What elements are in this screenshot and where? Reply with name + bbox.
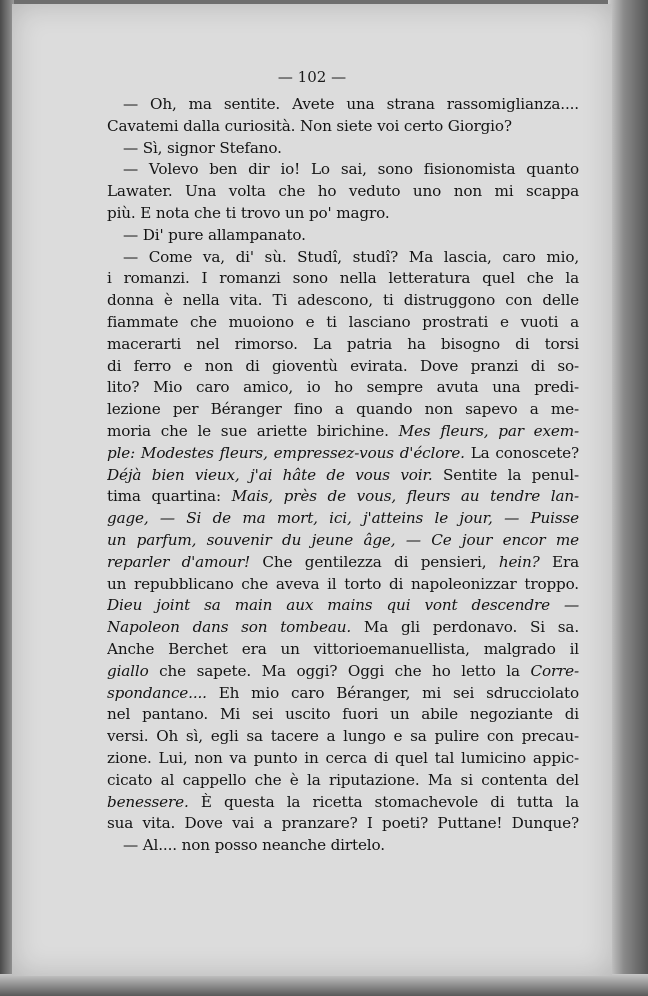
text-line xyxy=(107,247,579,269)
italic-segment: benessere. xyxy=(107,792,189,811)
text-segment: — Al.... non posso neanche dirtelo. xyxy=(123,836,385,855)
italic-segment: ple: Modestes fleurs, empressez-vous d'éclore. xyxy=(107,443,465,462)
text-segment: Lawater. Una volta che ho veduto uno non mi scappa xyxy=(107,182,579,201)
text-line xyxy=(107,181,579,203)
italic-segment: Mes fleurs, par exem- xyxy=(398,421,579,440)
text-segment: cicato al cappello che è la riputazione. Ma si contenta del xyxy=(107,770,579,789)
text-line xyxy=(107,356,579,378)
book-edge-bottom xyxy=(0,974,648,996)
text-line xyxy=(107,661,579,683)
text-segment: di ferro e non di gioventù evirata. Dove pranzi di so- xyxy=(107,356,579,375)
italic-segment: spondance.... xyxy=(107,683,207,702)
text-line xyxy=(107,138,579,160)
text-segment: versi. Oh sì, egli sa tacere a lungo e sa pulire con precau- xyxy=(107,727,579,746)
text-segment: Era xyxy=(539,552,579,571)
text-segment: zione. Lui, non va punto in cerca di quel tal lumicino appic- xyxy=(107,748,579,767)
italic-segment: Déjà bien vieux, j'ai hâte de vous voir. xyxy=(107,465,433,484)
text-segment: Che gentilezza di pensieri, xyxy=(250,552,499,571)
text-line xyxy=(107,748,579,770)
italic-segment: Napoleon dans son tombeau. xyxy=(107,618,352,637)
text-line xyxy=(107,835,579,857)
text-line xyxy=(107,465,579,487)
text-segment: un repubblicano che aveva il torto di napoleonizzar troppo. xyxy=(107,574,579,593)
text-line xyxy=(107,290,579,312)
text-line xyxy=(107,377,579,399)
italic-segment: gage, — Si de ma mort, ici, j'atteins le jour, — Puisse xyxy=(107,509,579,528)
text-segment: Sentite la penul- xyxy=(432,465,579,484)
text-segment: Cavatemi dalla curiosità. Non siete voi certo Giorgio? xyxy=(107,116,512,135)
italic-segment: Corre- xyxy=(530,661,579,680)
italic-segment: Dieu joint sa main aux mains qui vont descendre — xyxy=(107,596,579,615)
text-line xyxy=(107,639,579,661)
text-segment: moria che le sue ariette birichine. xyxy=(107,421,399,440)
page-text xyxy=(107,94,579,857)
page-number: — 102 — xyxy=(277,68,347,86)
text-line xyxy=(107,704,579,726)
text-line xyxy=(107,595,579,617)
text-segment: fiammate che muoiono e ti lasciano prostrati e vuoti a xyxy=(107,312,579,331)
text-segment: Eh mio caro Béranger, mi sei sdrucciolato xyxy=(206,683,579,702)
text-line xyxy=(107,94,579,116)
text-segment: Anche Berchet era un vittorioemanuellista, malgrado il xyxy=(107,639,579,658)
text-line xyxy=(107,813,579,835)
text-line xyxy=(107,421,579,443)
text-segment: — Sì, signor Stefano. xyxy=(123,138,282,157)
text-segment: — Come va, di' sù. Studî, studî? Ma lascia, caro mio, xyxy=(123,247,579,266)
italic-segment: un parfum, souvenir du jeune âge, — Ce jour encor me xyxy=(107,530,579,549)
text-line xyxy=(107,508,579,530)
text-segment: — Di' pure allampanato. xyxy=(123,225,306,244)
text-segment: È questa la ricetta stomachevole di tutta la xyxy=(188,792,579,811)
italic-segment: hein? xyxy=(498,552,540,571)
text-segment: La conoscete? xyxy=(464,443,579,462)
text-line xyxy=(107,617,579,639)
text-line xyxy=(107,225,579,247)
text-line xyxy=(107,334,579,356)
text-segment: nel pantano. Mi sei uscito fuori un abile negoziante di xyxy=(107,705,579,724)
book-page xyxy=(12,4,612,976)
text-segment: macerarti nel rimorso. La patria ha bisogno di torsi xyxy=(107,334,579,353)
text-line xyxy=(107,770,579,792)
text-line xyxy=(107,443,579,465)
text-segment: — Volevo ben dir io! Lo sai, sono fisionomista quanto xyxy=(123,160,579,179)
text-segment: lito? Mio caro amico, io ho sempre avuta una predi- xyxy=(107,378,579,397)
text-segment: lezione per Béranger fino a quando non sapevo a me- xyxy=(107,400,579,419)
text-line xyxy=(107,726,579,748)
text-line xyxy=(107,268,579,290)
text-line xyxy=(107,312,579,334)
text-segment: che sapete. Ma oggi? Oggi che ho letto la xyxy=(148,661,531,680)
text-segment: sua vita. Dove vai a pranzare? I poeti? Puttane! Dunque? xyxy=(107,814,579,833)
text-segment: i romanzi. I romanzi sono nella letteratura quel che la xyxy=(107,269,579,288)
text-segment: — Oh, ma sentite. Avete una strana rassomiglianza.... xyxy=(123,95,579,113)
italic-segment: reparler d'amour! xyxy=(107,552,251,571)
italic-segment: giallo xyxy=(107,661,149,680)
text-line xyxy=(107,486,579,508)
text-segment: tima quartina: xyxy=(107,487,232,506)
text-line xyxy=(107,792,579,814)
text-line xyxy=(107,683,579,705)
text-segment: Ma gli perdonavo. Si sa. xyxy=(351,618,579,637)
text-line xyxy=(107,552,579,574)
text-line xyxy=(107,203,579,225)
text-segment: donna è nella vita. Ti adescono, ti distruggono con delle xyxy=(107,291,579,310)
italic-segment: Mais, près de vous, fleurs au tendre lan- xyxy=(231,487,579,506)
book-edge-right xyxy=(608,0,648,996)
text-segment: più. E nota che ti trovo un po' magro. xyxy=(107,203,390,222)
text-line xyxy=(107,399,579,421)
text-line xyxy=(107,116,579,138)
text-line xyxy=(107,530,579,552)
text-line xyxy=(107,159,579,181)
text-line xyxy=(107,574,579,596)
